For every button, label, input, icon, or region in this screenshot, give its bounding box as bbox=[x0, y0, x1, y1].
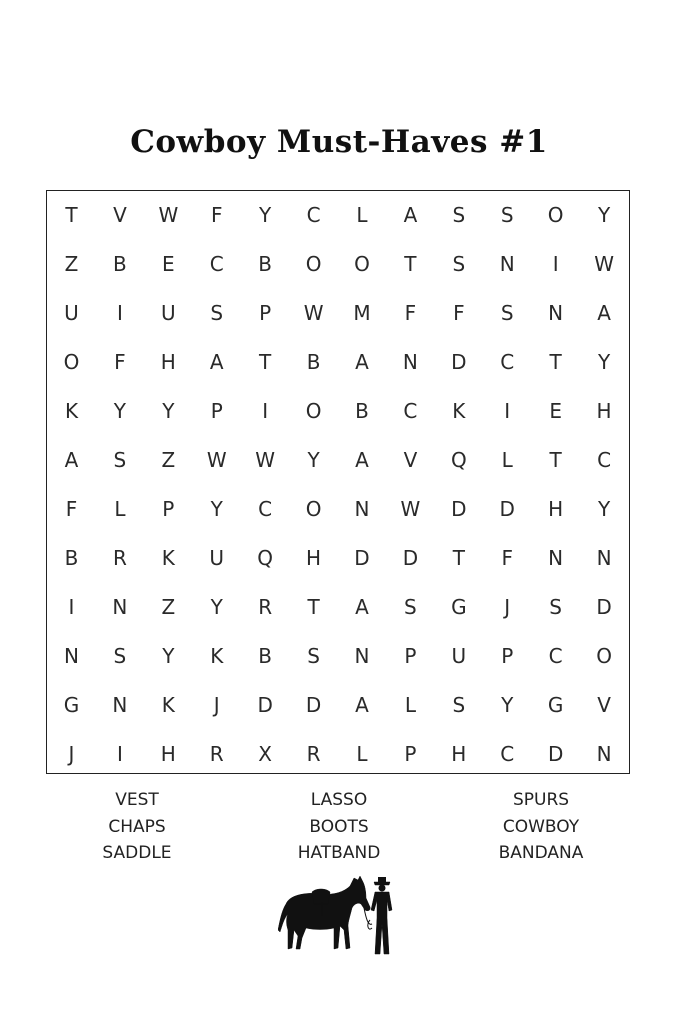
grid-letter[interactable]: Y bbox=[597, 350, 611, 374]
grid-letter[interactable]: C bbox=[597, 448, 612, 472]
grid-letter[interactable]: K bbox=[64, 399, 79, 423]
grid-letter[interactable]: S bbox=[452, 203, 466, 227]
grid-letter[interactable]: A bbox=[597, 301, 611, 325]
grid-letter[interactable]: N bbox=[64, 644, 79, 668]
grid-letter[interactable]: V bbox=[403, 448, 418, 472]
grid-letter[interactable]: U bbox=[209, 546, 225, 570]
grid-letter[interactable]: Z bbox=[64, 252, 79, 276]
grid-letter[interactable]: B bbox=[258, 644, 273, 668]
grid-letter[interactable]: C bbox=[500, 742, 515, 766]
grid-letter[interactable]: Y bbox=[501, 693, 514, 717]
grid-letter[interactable]: P bbox=[404, 644, 417, 668]
grid-letter[interactable]: Z bbox=[161, 448, 176, 472]
grid-letter[interactable]: D bbox=[499, 497, 515, 521]
grid-letter[interactable]: S bbox=[113, 448, 127, 472]
grid-letter[interactable]: F bbox=[114, 350, 126, 374]
grid-letter[interactable]: U bbox=[451, 644, 467, 668]
grid-letter[interactable]: I bbox=[116, 301, 123, 325]
grid-letter[interactable]: C bbox=[209, 252, 224, 276]
grid-letter[interactable]: Y bbox=[597, 203, 611, 227]
grid-letter[interactable]: L bbox=[356, 203, 368, 227]
grid-letter[interactable]: C bbox=[258, 497, 273, 521]
grid-letter[interactable]: R bbox=[112, 546, 127, 570]
word-list-item: BOOTS bbox=[309, 816, 369, 837]
grid-letter[interactable]: Y bbox=[113, 399, 127, 423]
word-list-column bbox=[37, 787, 237, 867]
grid-letter[interactable]: E bbox=[549, 399, 562, 423]
grid-letter[interactable]: H bbox=[596, 399, 612, 423]
grid-row bbox=[47, 191, 629, 240]
grid-letter[interactable]: D bbox=[451, 350, 467, 374]
grid-letter[interactable]: A bbox=[355, 350, 369, 374]
grid-letter[interactable]: X bbox=[258, 742, 272, 766]
grid-letter[interactable]: D bbox=[596, 595, 612, 619]
grid-row bbox=[47, 338, 629, 387]
grid-letter[interactable]: A bbox=[209, 350, 224, 374]
grid-letter[interactable]: A bbox=[403, 203, 418, 227]
word-list-item: LASSO bbox=[310, 790, 368, 810]
grid-letter[interactable]: A bbox=[355, 448, 369, 472]
grid-letter[interactable]: B bbox=[64, 546, 79, 570]
grid-letter[interactable]: I bbox=[262, 399, 269, 423]
grid-letter[interactable]: Y bbox=[307, 448, 320, 472]
grid-letter[interactable]: T bbox=[549, 448, 562, 472]
grid-letter[interactable]: C bbox=[403, 399, 418, 423]
grid-letter[interactable]: A bbox=[355, 595, 369, 619]
grid-letter[interactable]: I bbox=[116, 742, 123, 766]
grid-letter[interactable]: O bbox=[305, 252, 322, 276]
grid-letter[interactable]: S bbox=[452, 693, 466, 717]
grid-letter[interactable]: N bbox=[112, 693, 128, 717]
grid-letter[interactable]: L bbox=[114, 497, 126, 521]
grid-row bbox=[47, 534, 629, 583]
grid-row bbox=[47, 240, 629, 289]
grid-letter[interactable]: C bbox=[500, 350, 515, 374]
grid-letter[interactable]: B bbox=[306, 350, 321, 374]
grid-letter[interactable]: Y bbox=[162, 644, 175, 668]
grid-letter[interactable]: R bbox=[209, 742, 224, 766]
grid-letter[interactable]: S bbox=[500, 203, 514, 227]
grid-letter[interactable]: R bbox=[306, 742, 321, 766]
grid-letter[interactable]: D bbox=[402, 546, 419, 570]
grid-letter[interactable]: I bbox=[552, 252, 559, 276]
grid-letter[interactable]: P bbox=[404, 742, 417, 766]
grid-row bbox=[47, 387, 629, 436]
grid-letter[interactable]: T bbox=[65, 203, 78, 227]
grid-letter[interactable]: W bbox=[400, 497, 421, 521]
grid-letter[interactable]: M bbox=[353, 301, 371, 325]
grid-letter[interactable]: D bbox=[305, 693, 322, 717]
grid-letter[interactable]: L bbox=[501, 448, 513, 472]
grid-letter[interactable]: H bbox=[451, 742, 467, 766]
grid-letter[interactable]: U bbox=[161, 301, 176, 325]
grid-letter[interactable]: N bbox=[354, 644, 370, 668]
grid-row bbox=[47, 730, 629, 779]
grid-letter[interactable]: T bbox=[452, 546, 465, 570]
grid-letter[interactable]: G bbox=[451, 595, 467, 619]
grid-letter[interactable]: U bbox=[64, 301, 79, 325]
grid-letter[interactable]: Y bbox=[162, 399, 175, 423]
grid-letter[interactable]: K bbox=[161, 693, 175, 717]
grid-letter[interactable]: B bbox=[258, 252, 273, 276]
grid-letter[interactable]: O bbox=[596, 644, 612, 668]
grid-letter[interactable]: D bbox=[257, 693, 273, 717]
grid-letter[interactable]: W bbox=[594, 252, 614, 276]
word-list-column bbox=[441, 787, 641, 867]
grid-letter[interactable]: D bbox=[451, 497, 467, 521]
grid-letter[interactable]: L bbox=[356, 742, 368, 766]
grid-letter[interactable]: N bbox=[596, 546, 612, 570]
puzzle-title: Cowboy Must-Haves #1 bbox=[130, 124, 548, 160]
grid-letter[interactable]: L bbox=[404, 693, 416, 717]
grid-letter[interactable]: S bbox=[452, 252, 466, 276]
grid-letter[interactable]: K bbox=[452, 399, 466, 423]
grid-letter[interactable]: J bbox=[213, 693, 220, 717]
grid-letter[interactable]: B bbox=[113, 252, 127, 276]
grid-letter[interactable]: C bbox=[306, 203, 321, 227]
grid-row bbox=[47, 485, 629, 534]
grid-letter[interactable]: O bbox=[305, 497, 322, 521]
grid-letter[interactable]: H bbox=[306, 546, 322, 570]
grid-letter[interactable]: G bbox=[547, 693, 564, 717]
grid-letter[interactable]: T bbox=[307, 595, 320, 619]
grid-letter[interactable]: Y bbox=[597, 497, 611, 521]
grid-letter[interactable]: Y bbox=[210, 595, 223, 619]
word-list-item: CHAPS bbox=[108, 816, 166, 837]
grid-letter[interactable]: V bbox=[113, 203, 127, 227]
grid-letter[interactable]: F bbox=[404, 301, 417, 325]
grid-letter[interactable]: V bbox=[597, 693, 611, 717]
grid-letter[interactable]: K bbox=[161, 546, 175, 570]
grid-letter[interactable]: N bbox=[354, 497, 370, 521]
grid-row bbox=[47, 681, 629, 730]
grid-letter[interactable]: A bbox=[64, 448, 79, 472]
grid-letter[interactable]: S bbox=[210, 301, 224, 325]
cowboy-with-horse-silhouette-icon bbox=[278, 874, 400, 956]
grid-letter[interactable]: P bbox=[259, 301, 272, 325]
word-list-item: SADDLE bbox=[102, 843, 172, 863]
grid-letter[interactable]: O bbox=[354, 252, 370, 276]
grid-letter[interactable]: F bbox=[501, 546, 513, 570]
grid-letter[interactable]: F bbox=[210, 203, 223, 227]
grid-letter[interactable]: A bbox=[355, 693, 369, 717]
grid-letter[interactable]: K bbox=[210, 644, 224, 668]
grid-letter[interactable]: N bbox=[548, 301, 564, 325]
grid-letter[interactable]: Q bbox=[450, 448, 467, 472]
word-list-item: COWBOY bbox=[502, 816, 580, 837]
grid-letter[interactable]: G bbox=[63, 693, 80, 717]
grid-row bbox=[47, 289, 629, 338]
grid-row bbox=[47, 632, 629, 681]
grid-letter[interactable]: J bbox=[504, 595, 511, 619]
grid-letter[interactable]: W bbox=[255, 448, 276, 472]
grid-letter[interactable]: W bbox=[303, 301, 324, 325]
grid-letter[interactable]: B bbox=[355, 399, 369, 423]
grid-letter[interactable]: H bbox=[160, 742, 176, 766]
grid-letter[interactable]: Z bbox=[161, 595, 176, 619]
grid-letter[interactable]: D bbox=[547, 742, 564, 766]
grid-letter[interactable]: I bbox=[504, 399, 511, 423]
grid-letter[interactable]: C bbox=[548, 644, 563, 668]
word-list-item: SPURS bbox=[512, 790, 570, 810]
grid-letter[interactable]: N bbox=[596, 742, 612, 766]
grid-letter[interactable]: W bbox=[158, 203, 179, 227]
grid-letter[interactable]: T bbox=[549, 350, 562, 374]
grid-letter[interactable]: E bbox=[162, 252, 175, 276]
word-list-item: BANDANA bbox=[498, 843, 584, 863]
grid-letter[interactable]: O bbox=[547, 203, 564, 227]
grid-letter[interactable]: R bbox=[258, 595, 273, 619]
grid-letter[interactable]: O bbox=[305, 399, 322, 423]
word-list-item: VEST bbox=[115, 790, 159, 810]
grid-letter[interactable]: Y bbox=[259, 203, 272, 227]
grid-letter[interactable]: Q bbox=[257, 546, 274, 570]
word-list-column bbox=[239, 787, 439, 867]
grid-letter[interactable]: F bbox=[65, 497, 78, 521]
grid-letter[interactable]: T bbox=[259, 350, 272, 374]
grid-letter[interactable]: J bbox=[68, 742, 75, 766]
grid-letter[interactable]: P bbox=[501, 644, 514, 668]
grid-letter[interactable]: F bbox=[453, 301, 465, 325]
grid-letter[interactable]: N bbox=[499, 252, 515, 276]
grid-letter[interactable]: S bbox=[404, 595, 417, 619]
grid-letter[interactable]: S bbox=[500, 301, 514, 325]
grid-letter[interactable]: S bbox=[549, 595, 562, 619]
grid-row bbox=[47, 583, 629, 632]
grid-letter[interactable]: Y bbox=[210, 497, 223, 521]
grid-letter[interactable]: I bbox=[68, 595, 75, 619]
word-list-item: HATBAND bbox=[297, 843, 381, 863]
grid-letter[interactable]: H bbox=[160, 350, 176, 374]
grid-letter[interactable]: D bbox=[354, 546, 370, 570]
grid-letter[interactable]: T bbox=[404, 252, 417, 276]
grid-letter[interactable]: O bbox=[63, 350, 80, 374]
grid-letter[interactable]: W bbox=[206, 448, 227, 472]
grid-letter[interactable]: N bbox=[402, 350, 418, 374]
grid-row bbox=[47, 436, 629, 485]
grid-letter[interactable]: H bbox=[548, 497, 564, 521]
grid-letter[interactable]: S bbox=[307, 644, 320, 668]
grid-letter[interactable]: P bbox=[210, 399, 223, 423]
grid-letter[interactable]: N bbox=[548, 546, 564, 570]
letter-grid bbox=[46, 190, 630, 774]
grid-letter[interactable]: P bbox=[162, 497, 175, 521]
grid-letter[interactable]: S bbox=[113, 644, 127, 668]
grid-letter[interactable]: N bbox=[112, 595, 128, 619]
